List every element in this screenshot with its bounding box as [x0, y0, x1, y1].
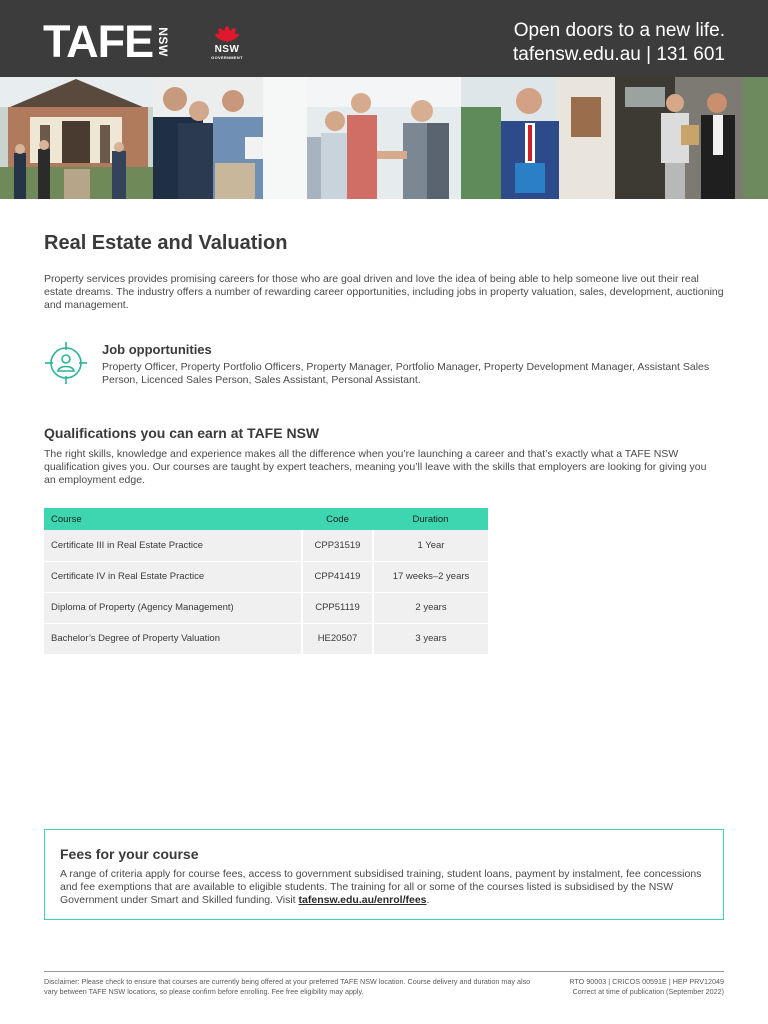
table-row: [44, 530, 488, 561]
course-name: Diploma of Property (Agency Management): [44, 592, 302, 623]
job-opportunities-heading: Job opportunities: [102, 342, 212, 357]
course-name: Certificate III in Real Estate Practice: [44, 530, 302, 561]
course-name: Bachelor’s Degree of Property Valuation: [44, 623, 302, 654]
tagline-contact[interactable]: tafensw.edu.au | 131 601: [513, 44, 725, 65]
photo-house-exterior: [0, 77, 153, 199]
footer-disclaimer: Disclaimer: Please check to ensure that courses are currently being offered at your preferred TAFE NSW location. Course delivery and duration may also vary between TAFE NSW locations, so please confirm before enrolling. Fee free eligibility may apply.: [44, 977, 531, 996]
course-duration: 17 weeks–2 years: [373, 561, 488, 592]
person-target-icon: [44, 341, 88, 385]
courses-table: [44, 508, 488, 655]
tafe-logo[interactable]: [43, 16, 171, 67]
table-row: [44, 592, 488, 623]
gov-nsw-label: NSW: [214, 44, 240, 55]
header-bar: [0, 0, 768, 77]
fees-box: [44, 829, 724, 920]
photo-agent-with-folder: [461, 77, 615, 199]
fees-body-text: A range of criteria apply for course fees, access to government subsidised training, student loans, payment by instalment, fee concessions and fee exemptions that are available to eligible students. The training for all or some of the courses listed is subsidised by the NSW Government under Smart and Skilled funding. Visit: [60, 868, 702, 906]
course-code: CPP41419: [302, 561, 373, 592]
header-code: Code: [302, 508, 373, 530]
qualifications-heading: Qualifications you can earn at TAFE NSW: [44, 425, 320, 441]
footer-registration: [569, 977, 724, 996]
course-code: CPP31519: [302, 530, 373, 561]
photo-handshake: [307, 77, 461, 199]
logo-wordmark: TAFE: [43, 16, 154, 67]
course-duration: 3 years: [373, 623, 488, 654]
fees-heading: Fees for your course: [60, 846, 199, 862]
course-duration: 2 years: [373, 592, 488, 623]
footer-divider: [44, 971, 724, 972]
page-title: Real Estate and Valuation: [44, 232, 288, 254]
course-name: Certificate IV in Real Estate Practice: [44, 561, 302, 592]
job-opportunities-list: Property Officer, Property Portfolio Officers, Property Manager, Portfolio Manager, Property Development Manager, Assistant Sales Person, Licenced Sales Person, Sales Assistant, Personal Assistant.: [102, 361, 710, 386]
photo-agents-pointing: [615, 77, 768, 199]
intro-paragraph: Property services provides promising careers for those who are goal driven and love the idea of being able to help someone live out their real estate dreams. The industry offers a number of rewarding career opportunities, including jobs in property valuation, sales, development, auctioning and management.: [44, 273, 724, 311]
footer-publication-line: Correct at time of publication (September 2022): [572, 986, 724, 996]
header-duration: Duration: [373, 508, 488, 530]
course-duration: 1 Year: [373, 530, 488, 561]
logo-nsw-mark: NSW: [156, 27, 171, 57]
hero-photo-strip: [0, 77, 768, 199]
table-row: [44, 623, 488, 654]
fees-paragraph: [60, 868, 712, 907]
course-code: HE20507: [302, 623, 373, 654]
header-course: Course: [44, 508, 302, 530]
gov-sub-label: GOVERNMENT: [211, 55, 243, 60]
table-row: [44, 561, 488, 592]
footer-rto-line: RTO 90003 | CRICOS 00591E | HEP PRV12049: [569, 977, 724, 986]
table-header-row: [44, 508, 488, 530]
fees-link[interactable]: tafensw.edu.au/enrol/fees: [298, 894, 427, 906]
tagline-line-1: Open doors to a new life.: [513, 20, 725, 41]
fees-text-end: .: [426, 894, 430, 906]
course-code: CPP51119: [302, 592, 373, 623]
qualifications-paragraph: The right skills, knowledge and experience makes all the difference when you’re launching a career and that’s exactly what a TAFE NSW qualification gives you. Our courses are taught by expert teachers, meaning you’ll leave with the skills that employers are looking for giving you an employment edge.: [44, 448, 707, 486]
tagline: [513, 19, 725, 67]
photo-meeting: [153, 77, 307, 199]
